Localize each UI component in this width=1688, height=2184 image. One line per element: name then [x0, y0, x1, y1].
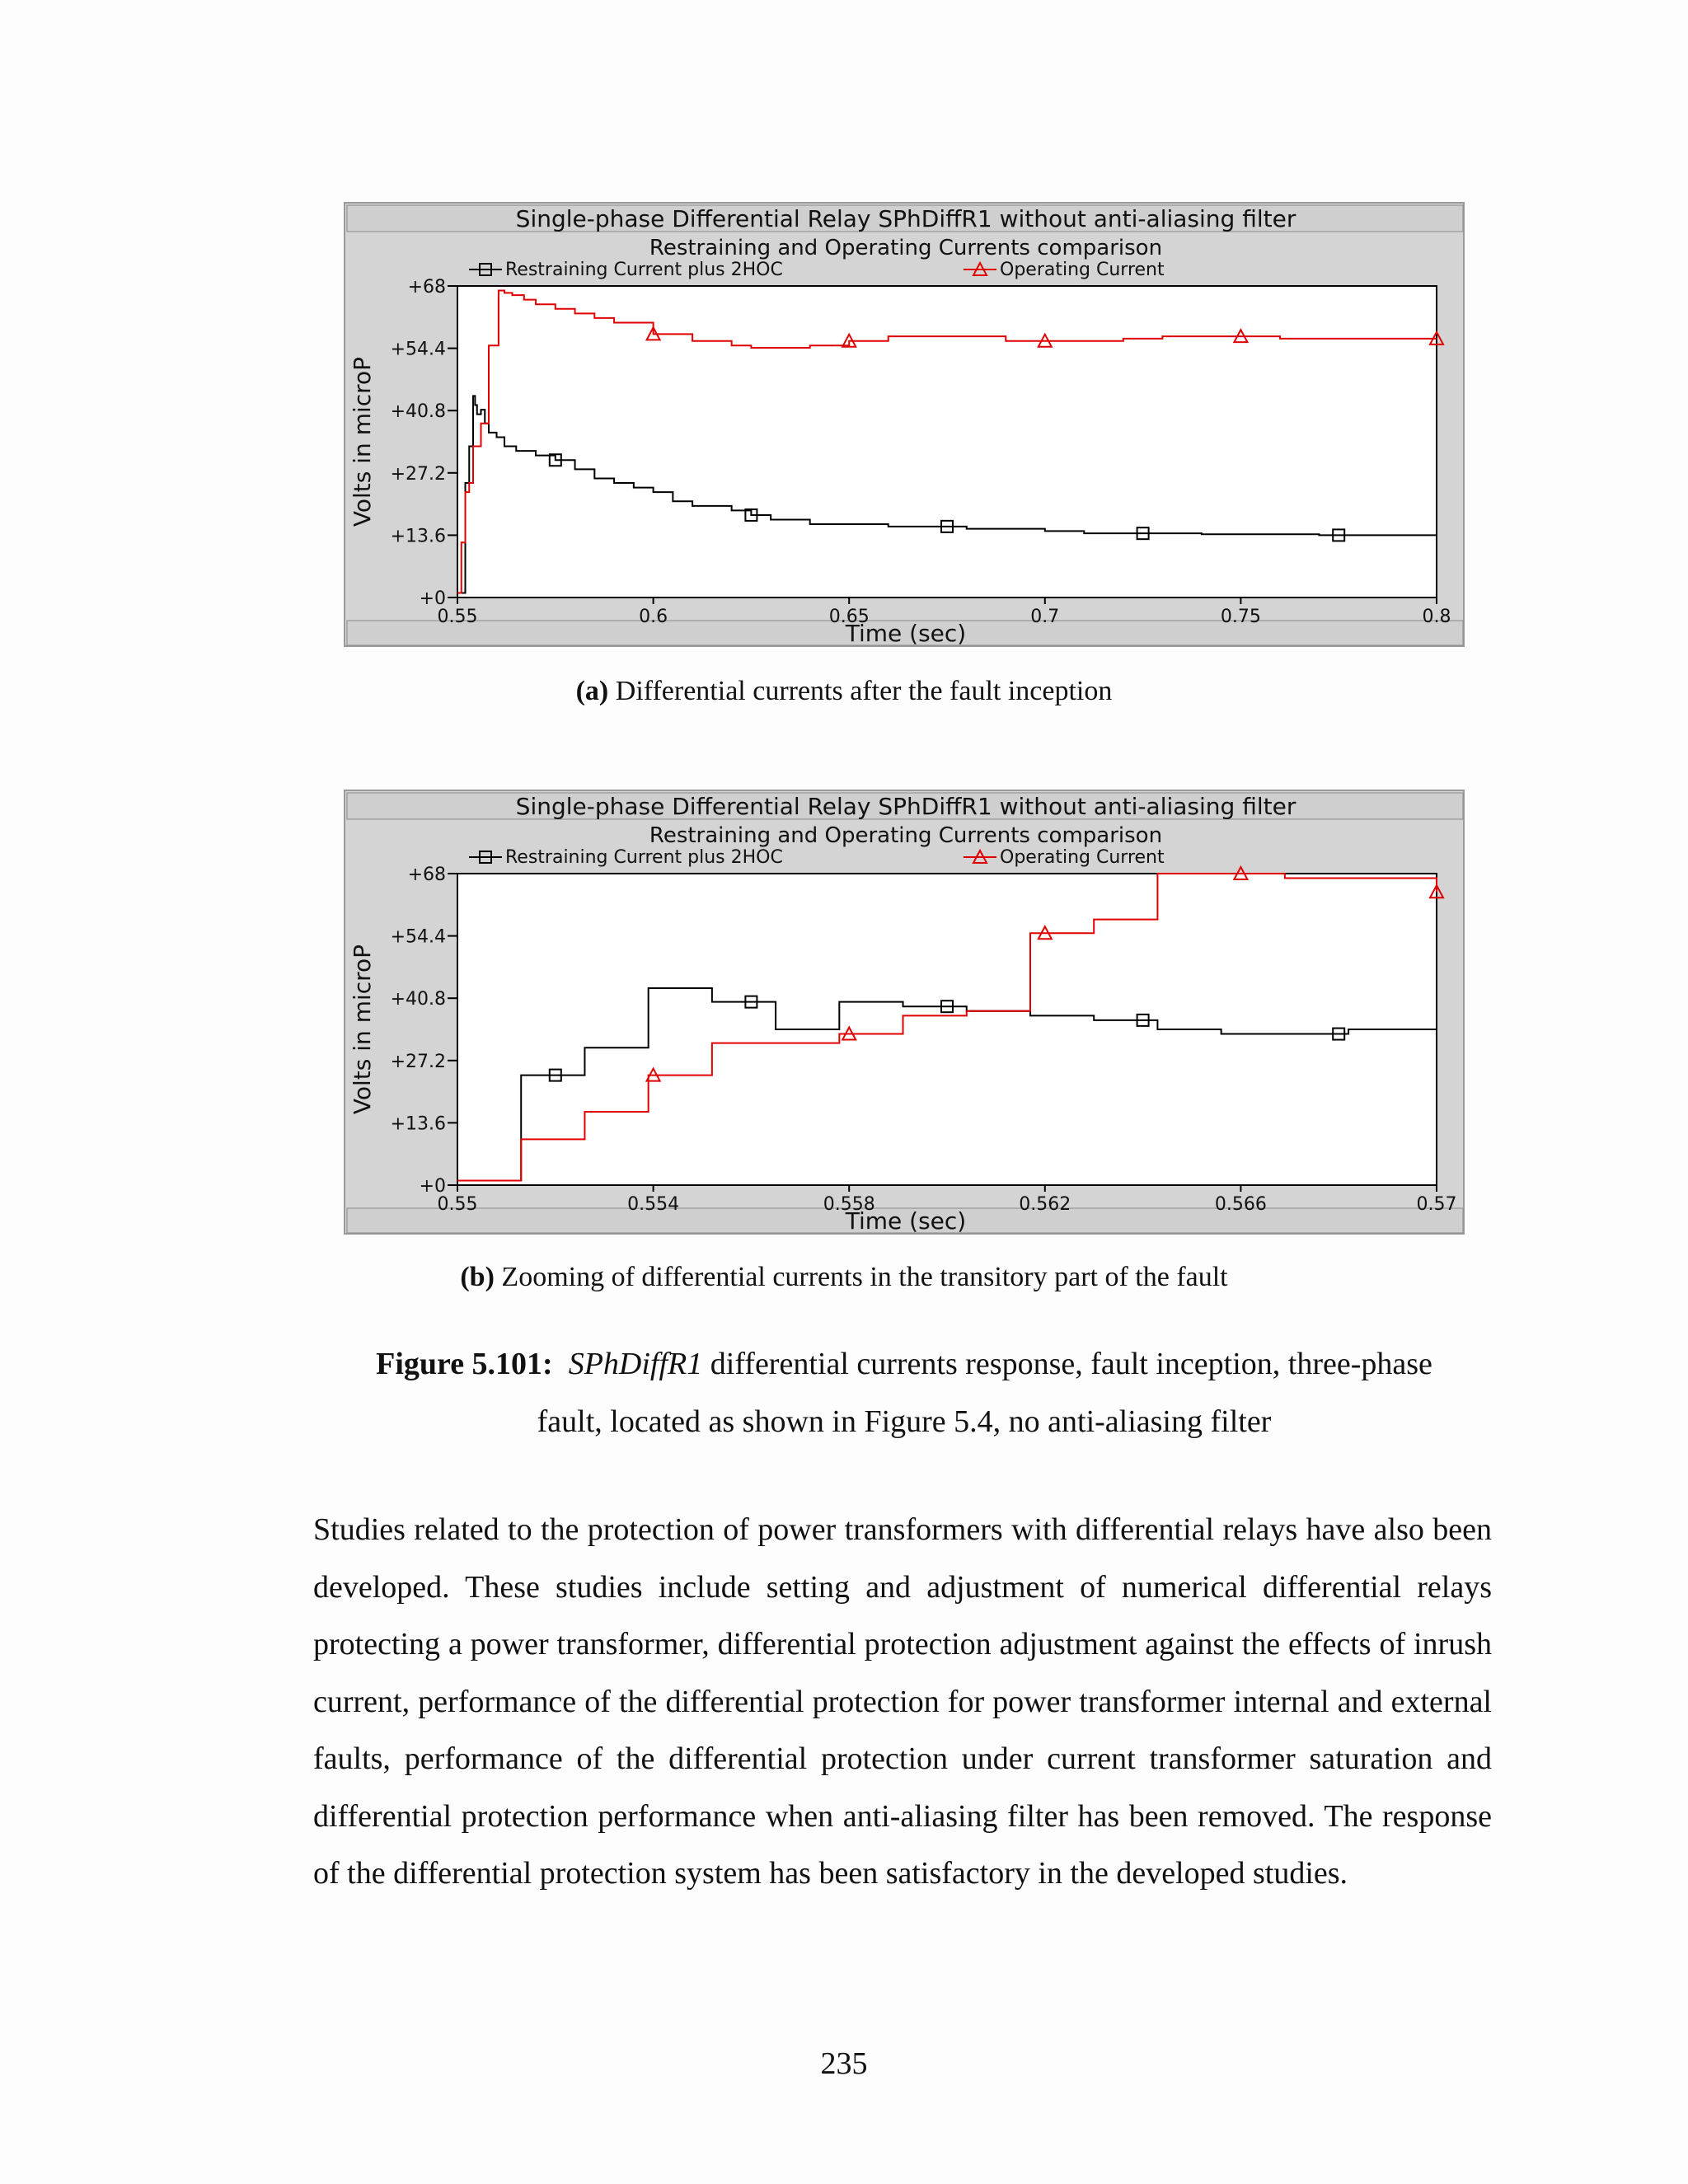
x-tick-label: 0.558	[823, 1194, 875, 1215]
caption-b-label: (b)	[460, 1262, 495, 1292]
x-tick-label: 0.75	[1220, 607, 1261, 627]
caption-b-text: Zooming of differential currents in the transitory part of the fault	[494, 1262, 1228, 1292]
x-tick-label: 0.6	[639, 607, 668, 627]
chart-title: Single-phase Differential Relay SPhDiffR1 without anti-aliasing filter	[515, 793, 1296, 820]
figure-caption	[344, 1335, 1465, 1451]
x-tick-label: 0.8	[1422, 607, 1451, 627]
figure-caption-label: Figure 5.101:	[376, 1347, 553, 1381]
y-axis-label: Volts in microP	[349, 944, 376, 1115]
plot-area	[457, 286, 1437, 598]
y-tick-label: +13.6	[390, 526, 446, 547]
x-axis-label: Time (sec)	[845, 620, 967, 647]
legend-label: Operating Current	[1000, 260, 1165, 280]
legend-label: Operating Current	[1000, 847, 1165, 868]
caption-a	[0, 676, 1688, 707]
y-tick-label: +0	[419, 1176, 446, 1197]
caption-a-label: (a)	[575, 676, 609, 706]
y-axis-label: Volts in microP	[349, 356, 376, 527]
legend-label: Restraining Current plus 2HOC	[505, 847, 783, 868]
figure-caption-italic: SPhDiffR1	[568, 1347, 703, 1381]
chart-subtitle: Restraining and Operating Currents comparison	[649, 823, 1163, 848]
x-axis-label: Time (sec)	[845, 1207, 967, 1235]
caption-b	[0, 1262, 1688, 1293]
x-tick-label: 0.562	[1019, 1194, 1071, 1215]
chart-title: Single-phase Differential Relay SPhDiffR1 without anti-aliasing filter	[515, 205, 1296, 232]
figure-caption-line1: differential currents response, fault inception, three-phase	[702, 1347, 1432, 1381]
chart-svg	[345, 791, 1466, 1236]
caption-a-text: Differential currents after the fault inception	[608, 676, 1113, 706]
y-tick-label: +0	[419, 588, 446, 609]
plot-area	[457, 874, 1437, 1185]
x-tick-label: 0.7	[1030, 607, 1060, 627]
x-tick-label: 0.57	[1416, 1194, 1457, 1215]
page-number: 235	[820, 2046, 868, 2081]
body-paragraph: Studies related to the protection of power transformers with differential relays have also been developed. These studies include setting and adjustment of numerical differential relays protecting a power transformer, differential protection adjustment against the effects of inrush current, performance of the differential protection for power transformer internal and external faults, performance of the differential protection under current transformer saturation and differential protection performance when anti-aliasing filter has been removed. The response of the differential protection system has been satisfactory in the developed studies.	[313, 1512, 1492, 1891]
figure-caption-line2: fault, located as shown in Figure 5.4, no anti-aliasing filter	[537, 1404, 1272, 1439]
y-tick-label: +68	[407, 277, 446, 298]
x-tick-label: 0.55	[437, 607, 478, 627]
x-tick-label: 0.65	[828, 607, 870, 627]
x-tick-label: 0.55	[437, 1194, 478, 1215]
y-tick-label: +68	[407, 865, 446, 885]
y-tick-label: +27.2	[390, 1051, 446, 1072]
y-tick-label: +54.4	[390, 339, 446, 360]
legend-label: Restraining Current plus 2HOC	[505, 260, 783, 280]
x-tick-label: 0.566	[1214, 1194, 1267, 1215]
chart-b	[344, 790, 1465, 1235]
x-tick-label: 0.554	[627, 1194, 680, 1215]
y-tick-label: +40.8	[390, 989, 446, 1010]
y-tick-label: +40.8	[390, 401, 446, 423]
chart-a	[344, 202, 1465, 647]
y-tick-label: +13.6	[390, 1113, 446, 1135]
chart-svg	[345, 204, 1466, 649]
chart-subtitle: Restraining and Operating Currents comparison	[649, 236, 1163, 260]
y-tick-label: +27.2	[390, 463, 446, 485]
y-tick-label: +54.4	[390, 926, 446, 948]
